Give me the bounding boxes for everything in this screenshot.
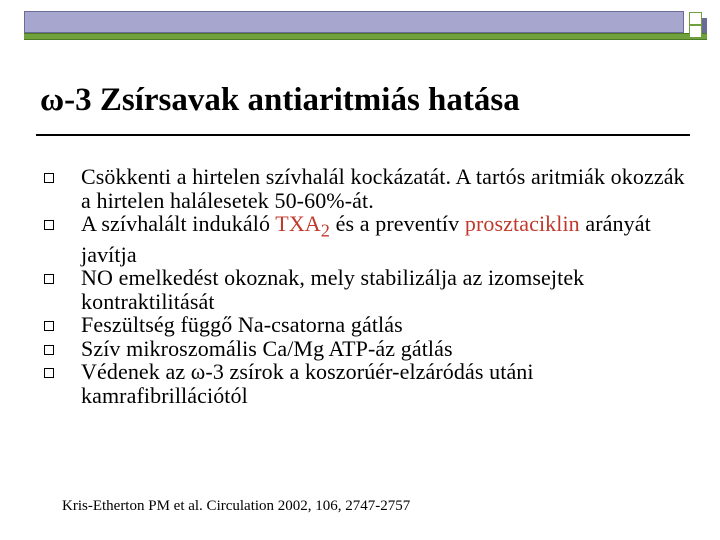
- bullet-square-icon: [44, 368, 54, 378]
- bullet-text-start: A szívhalált indukáló: [81, 211, 276, 236]
- bullet-text-end: arányát javítja: [81, 211, 651, 267]
- slide-title: ω-3 Zsírsavak antiaritmiás hatása: [40, 82, 520, 118]
- bullet-square-icon: [44, 345, 54, 355]
- bullet-item: [44, 337, 694, 361]
- reference-citation: Kris-Etherton PM et al. Circulation 2002, 106, 2747-2757: [62, 498, 411, 514]
- bullet-text: Feszültség függő Na-csatorna gátlás: [81, 312, 403, 338]
- bullet-text: Szív mikroszomális Ca/Mg ATP-áz gátlás: [81, 335, 453, 361]
- decor-accent: [702, 18, 707, 33]
- decor-square-top: [689, 12, 702, 25]
- txa-term: [275, 211, 331, 241]
- bullet-text: Védenek az ω-3 zsírok a koszorúér-elzáródás utáni kamrafibrillációtól: [81, 359, 534, 408]
- header-bar: [24, 11, 684, 33]
- prostacyclin-term: prosztaciklin: [464, 211, 580, 236]
- header-rule: [24, 33, 707, 40]
- bullet-item: [44, 165, 694, 212]
- bullet-square-icon: [44, 321, 54, 331]
- txa-label: TXA: [275, 211, 321, 236]
- bullet-square-icon: [44, 274, 54, 284]
- bullet-text: Csökkenti a hirtelen szívhalál kockázatát. A tartós aritmiák okozzák a hirtelen halálesetek 50-60%-át.: [81, 164, 685, 213]
- txa-subscript: 2: [320, 220, 331, 241]
- bullet-text-middle: és a preventív: [330, 211, 465, 236]
- bullet-square-icon: [44, 173, 54, 183]
- bullet-item: [44, 266, 694, 313]
- bullet-item: [44, 212, 694, 266]
- bullet-square-icon: [44, 220, 54, 230]
- bullet-item: [44, 313, 694, 337]
- bullet-item: [44, 360, 694, 407]
- decor-square-bottom: [689, 25, 702, 38]
- bullet-list: [44, 165, 694, 407]
- title-underline: [36, 134, 690, 136]
- bullet-text: NO emelkedést okoznak, mely stabilizálja az izomsejtek kontraktilitását: [81, 265, 585, 314]
